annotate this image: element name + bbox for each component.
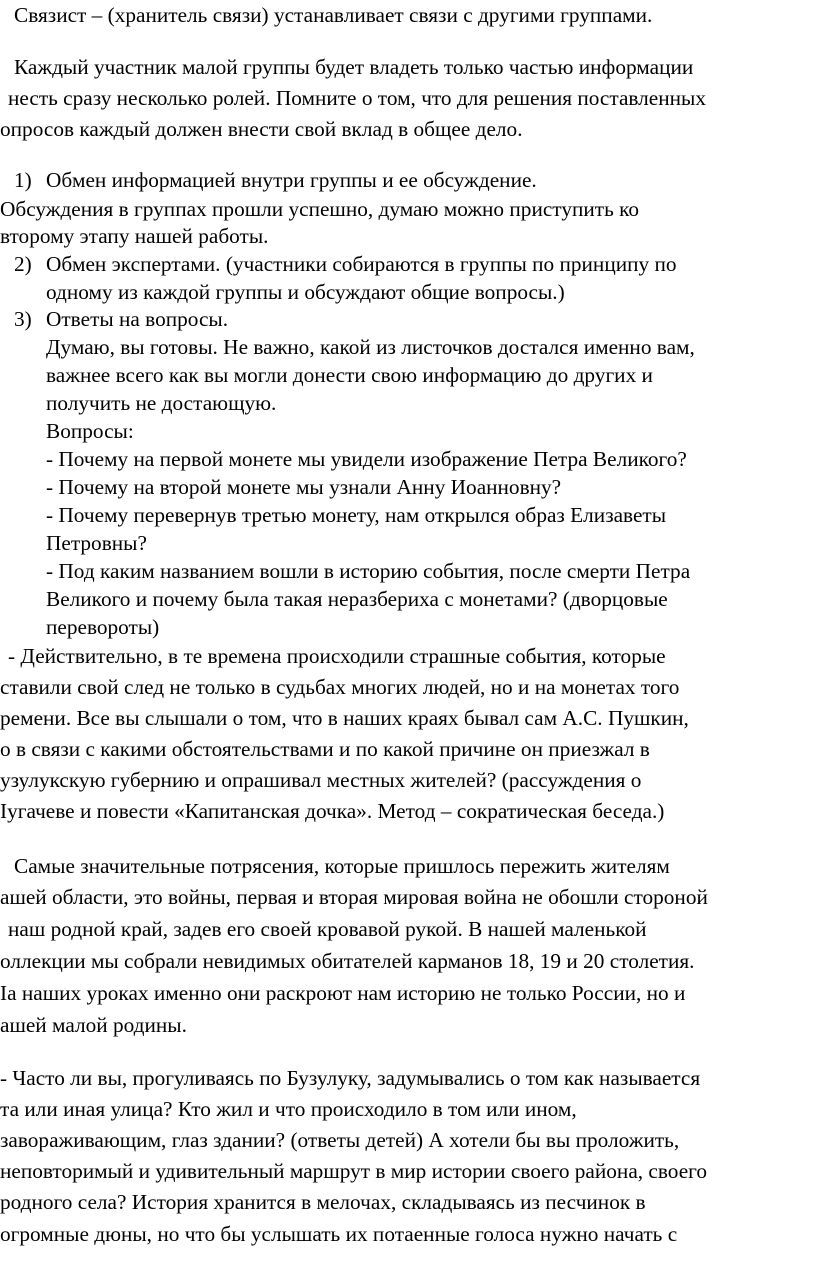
text-line: ашей области, это войны, первая и вторая мировая война не обошли стороной <box>0 885 708 909</box>
list-item-text: перевороты) <box>46 615 160 639</box>
list-item-text: Обмен информацией внутри группы и ее обсуждение. <box>46 168 537 192</box>
list-item-number: 3) <box>14 307 32 331</box>
list-item-text: получить не достающую. <box>46 391 277 415</box>
list-item-text: Великого и почему была такая неразбериха с монетами? (дворцовые <box>46 587 668 611</box>
list-item-text: одному из каждой группы и обсуждают общие вопросы.) <box>46 280 565 304</box>
list-item-text: важнее всего как вы могли донести свою информацию до других и <box>46 363 653 387</box>
text-line: родного села? История хранится в мелочах, складываясь из песчинок в <box>0 1190 646 1214</box>
text-line: Іугачеве и повести «Капитанская дочка». Метод – сократическая беседа.) <box>0 799 665 823</box>
text-line: ставили свой след не только в судьбах многих людей, но и на монетах того <box>0 675 680 699</box>
text-line: второму этапу нашей работы. <box>0 224 269 248</box>
text-line: ашей малой родины. <box>0 1013 187 1037</box>
list-item-text: Думаю, вы готовы. Не важно, какой из листочков достался именно вам, <box>46 335 695 359</box>
list-item-text: Петровны? <box>46 531 147 555</box>
list-item-text: Ответы на вопросы. <box>46 307 229 331</box>
text-line: оллекции мы собрали невидимых обитателей карманов 18, 19 и 20 столетия. <box>0 949 695 973</box>
text-line: - Действительно, в те времена происходили страшные события, которые <box>8 644 666 668</box>
text-line: Самые значительные потрясения, которые пришлось пережить жителям <box>14 854 670 878</box>
list-item-text: Вопросы: <box>46 419 134 443</box>
text-line: Іа наших уроках именно они раскроют нам историю не только России, но и <box>0 981 686 1005</box>
list-item-text: - Почему на второй монете мы узнали Анну Иоанновну? <box>46 475 562 499</box>
text-line: Связист – (хранитель связи) устанавливает связи с другими группами. <box>14 3 653 27</box>
list-item-number: 1) <box>14 168 32 192</box>
list-item-text: - Почему на первой монете мы увидели изображение Петра Великого? <box>46 447 687 471</box>
text-line: ремени. Все вы слышали о том, что в наших краях бывал сам А.С. Пушкин, <box>0 706 689 730</box>
text-line: неповторимый и удивительный маршрут в мир истории своего района, своего <box>0 1159 708 1183</box>
text-line: Обсуждения в группах прошли успешно, думаю можно приступить ко <box>0 197 640 221</box>
text-line: огромные дюны, но что бы услышать их потаенные голоса нужно начать с <box>0 1222 678 1246</box>
text-line: завораживающим, глаз здании? (ответы детей) А хотели бы вы проложить, <box>0 1128 680 1152</box>
list-item-text: Обмен экспертами. (участники собираются в группы по принципу по <box>46 252 677 276</box>
text-line: наш родной край, задев его своей кровавой рукой. В нашей маленькой <box>8 917 647 941</box>
text-line: узулукскую губернию и опрашивал местных жителей? (рассуждения о <box>0 768 642 792</box>
list-item-number: 2) <box>14 252 32 276</box>
text-line: та или иная улица? Кто жил и что происходило в том или ином, <box>0 1097 577 1121</box>
text-line: Каждый участник малой группы будет владеть только частью информации <box>14 55 694 79</box>
text-line: - Часто ли вы, прогуливаясь по Бузулуку, задумывались о том как называется <box>0 1066 701 1090</box>
list-item-text: - Под каким названием вошли в историю события, после смерти Петра <box>46 559 691 583</box>
list-item-text: - Почему перевернув третью монету, нам открылся образ Елизаветы <box>46 503 667 527</box>
text-line: о в связи с какими обстоятельствами и по какой причине он приезжал в <box>0 737 650 761</box>
text-line: несть сразу несколько ролей. Помните о том, что для решения поставленных <box>8 86 707 110</box>
text-line: опросов каждый должен внести свой вклад в общее дело. <box>0 117 523 141</box>
